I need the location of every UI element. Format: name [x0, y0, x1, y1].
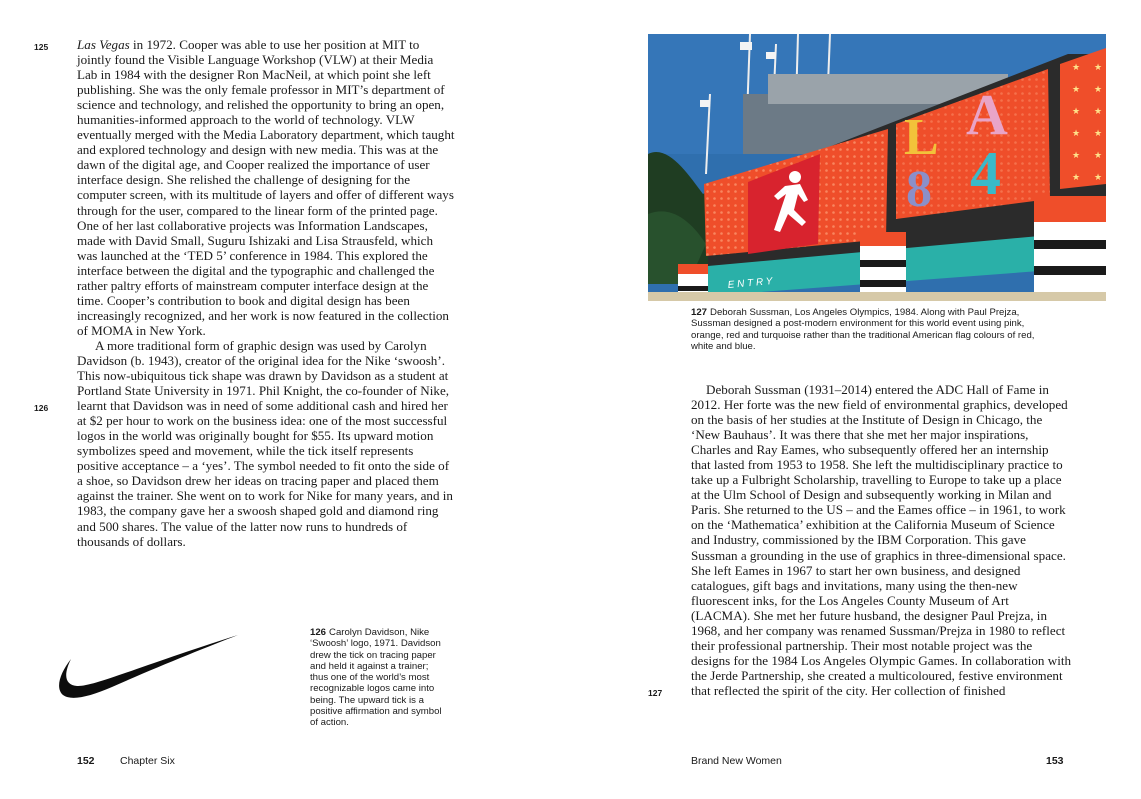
- left-paragraph-2: A more traditional form of graphic design was used by Carolyn Davidson (b. 1943), creator of the original idea for the Nike ‘swoosh’. This now-ubiquitous tick shape was drawn by Davidson as a student at Portland State University in 1971. Phil Knight, the co-founder of Nike, learnt that Davidson was in need of some additional cash and hired her at $2 per hour to work on the business idea: one of the most successful logos in the world was originally bought for $55. Its upward motion symbolizes speed and movement, while the tick itself represents positive acceptance – a ‘yes’. The symbol needed to fit onto the side of a shoe, so Davidson drew her ideas on tracing paper and placed them against the trainer. She went on to work for Nike for many years, and in 1983, the company gave her a swoosh shaped gold and diamond ring and 500 shares. The value of the latter now runs to hundreds of thousands of dollars.: [77, 337, 453, 549]
- caption-127: [691, 307, 1051, 352]
- sign-letter-A: A: [966, 82, 1008, 147]
- caption-text: Deborah Sussman, Los Angeles Olympics, 1984. Along with Paul Prejza, Sussman designed a post-modern environment for this world event using pink, orange, red and turquoise rather than the traditional American flag colours of red, white and blue.: [691, 307, 1035, 352]
- olympics-photo: [648, 34, 1106, 301]
- left-body-text: [77, 37, 455, 549]
- caption-text: Carolyn Davidson, Nike ‘Swoosh’ logo, 1971. Davidson drew the tick on tracing paper and held it against a trainer; thus one of the world’s most recognizable logos came into being. The upward tick is a positive affirmation and symbol of action.: [310, 627, 442, 729]
- sign-letter-L: L: [904, 109, 939, 166]
- right-paragraph-1: Deborah Sussman (1931–2014) entered the ADC Hall of Fame in 2012. Her forte was the new field of environmental graphics, developed on the basis of her studies at the Institute of Design in Chicago, the ‘New Bauhaus’. It was there that she met her major inspirations, Charles and Ray Eames, who subsequently offered her an internship that lasted from 1953 to 1958. She left the multidisciplinary practice to take up a Fulbright Scholarship, travelling to Europe to take up a place at the Ulm School of Design and subsequently working in Milan and Paris. She returned to the US – and the Eames office – in 1961, to work on the ‘Mathematica’ exhibition at the California Museum of Science and Industry, commissioned by the IBM Corporation. This gave Sussman a grounding in the use of graphics in three-dimensional space. She left Eames in 1967 to start her own business, and designed catalogues, gift bags and invitations, many using the then-new fluorescent inks, for the Los Angeles County Museum of Art (LACMA). She met her future husband, the designer Paul Prejza, in 1968, and her company was renamed Sussman/Prejza in 1980 to reflect their professional partnership. Their most notable project was the designs for the 1984 Los Angeles Olympic Games. In collaboration with the Jerde Partnership, she created a multicoloured, festive environment that reflected the spirit of the city. Her collection of finished: [691, 382, 1072, 698]
- caption-126: [310, 627, 445, 729]
- left-paragraph-1: Las Vegas in 1972. Cooper was able to use her position at MIT to jointly found the Visible Language Workshop (VLW) at their Media Lab in 1984 with the designer Ron MacNeil, at which point she left publishing. She was the only female professor in MIT’s department of science and technology, and relished the opportunity to bring an open, humanities-informed approach to the world of technology. VLW eventually merged with the Media Laboratory department, which taught and explored technology and design with new media. This was at the dawn of the digital age, and Cooper realized the importance of user interface design. She relished the challenge of designing for the computer screen, with its multitude of layers and offer of different ways through for the user, compared to the linear form of the printed page. One of her last collaborative projects was Information Landscapes, made with David Small, Suguru Ishizaki and Lisa Strausfeld, which was launched at the ‘TED 5’ conference in 1984. This explored the interface between the digital and the typographic and challenged the rather paltry efforts of mainstream computer interface design at the time. Cooper’s contribution to book and digital design has been increasingly recognized, and her work is now featured in the collection of MOMA in New York.: [77, 37, 455, 338]
- italic-lead: Las Vegas: [77, 37, 130, 52]
- nike-swoosh-logo: [57, 629, 240, 701]
- running-head-right: Brand New Women: [691, 755, 782, 767]
- page-number-left: 152: [77, 755, 95, 767]
- right-body-text: [691, 382, 1071, 698]
- caption-number: 127: [691, 307, 708, 318]
- margin-ref-125: 125: [34, 42, 49, 52]
- margin-ref-126: 126: [34, 403, 49, 413]
- page-number-right: 153: [1046, 755, 1064, 767]
- swoosh-shape: [59, 635, 238, 698]
- sign-letter-8: 8: [906, 161, 932, 218]
- entry-text: E N T R Y: [727, 276, 773, 291]
- sign-letter-4: 4: [970, 140, 1001, 208]
- caption-number: 126: [310, 627, 327, 638]
- margin-ref-127: 127: [648, 688, 663, 698]
- running-head-left: Chapter Six: [120, 755, 175, 767]
